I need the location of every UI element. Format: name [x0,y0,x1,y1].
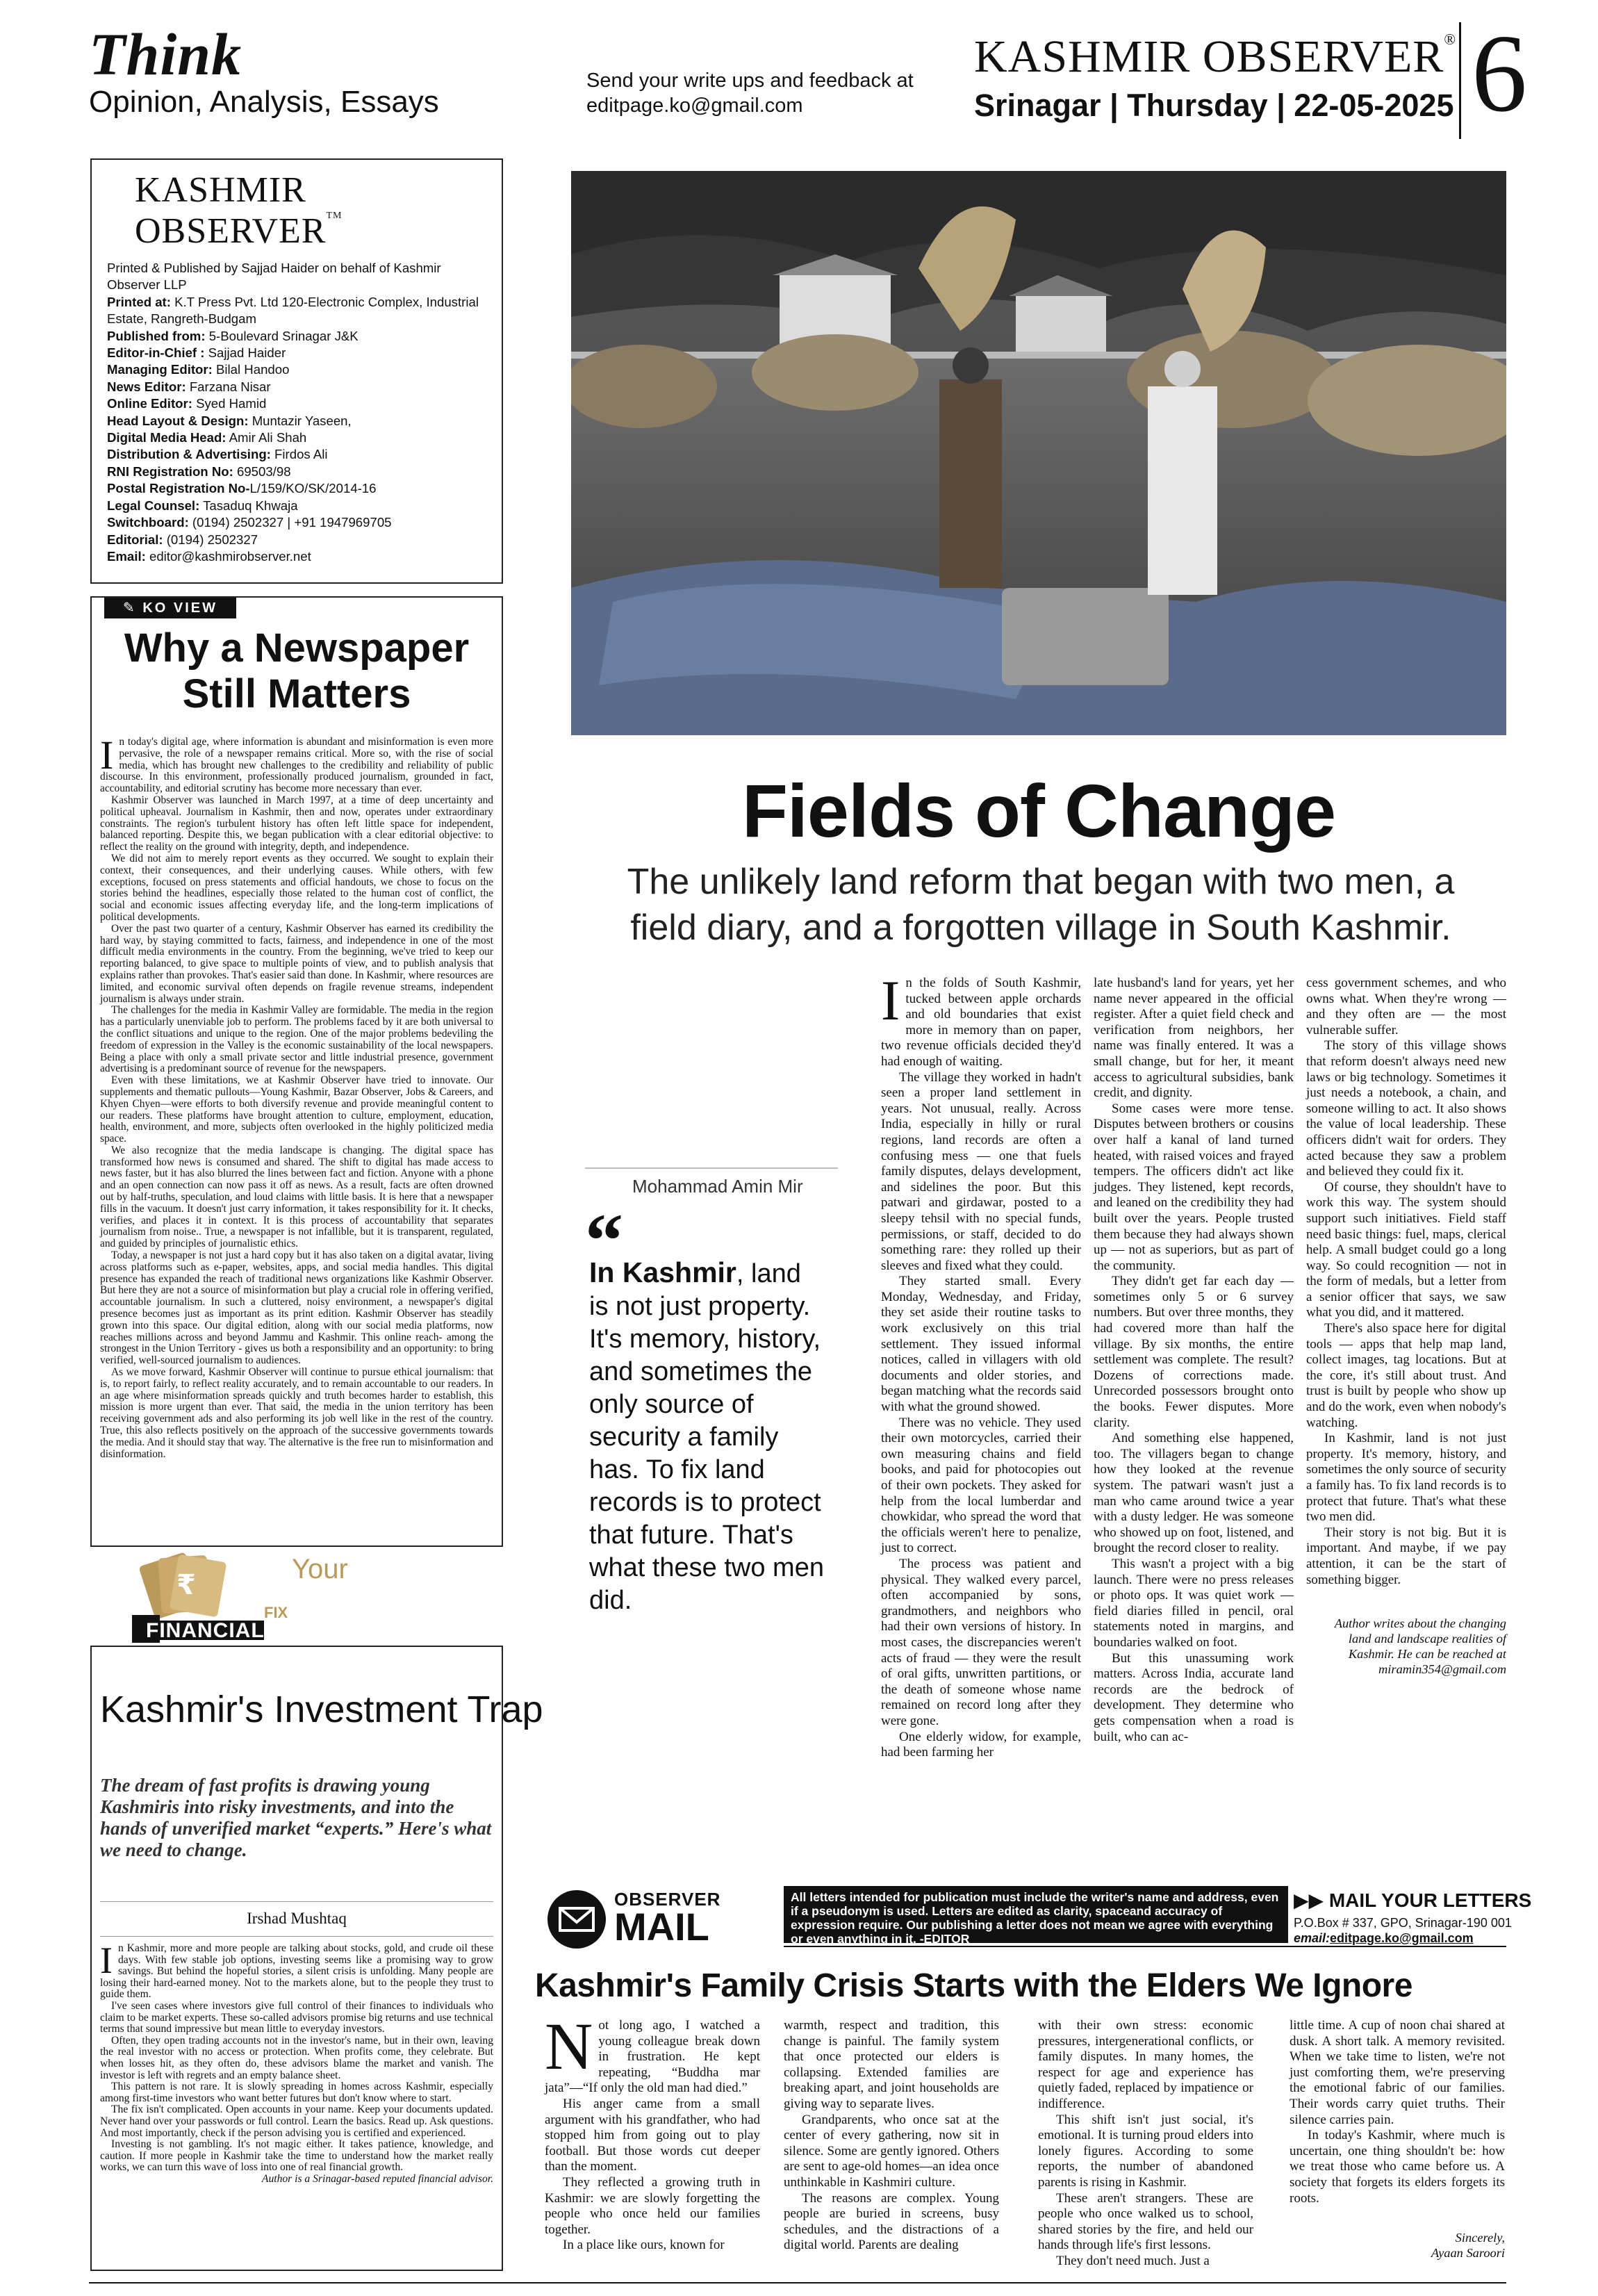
feature-paragraph: There's also space here for digital tools — apps that help map land, collect images, tag locations. But at the core, it's still about trust. And trust is built by people who show up and do the work, even when nobody's watching. [1306,1321,1506,1430]
imprint-row: Published from: 5-Boulevard Srinagar J&K [107,328,359,343]
feature-paragraph: cess government schemes, and who owns what. When they're wrong — and they often are — the most vulnerable suffer. [1306,976,1506,1038]
your-financial-fix-logo [118,1551,354,1648]
investment-endnote: Author is a Srinagar-based reputed financial advisor. [261,2172,493,2185]
feature-column-1 [881,969,1081,1761]
page-number: 6 [1472,11,1527,135]
section-title: Think [89,21,242,88]
investment-paragraph: I've seen cases where investors give full control of their finances to individuals who claim to be market experts. These so-called advisors promise big returns and use technical terms that sound impressive but mean little to everyday investors. [100,1999,493,2035]
imprint-row: Editor-in-Chief : Sajjad Haider [107,345,286,361]
imprint-row: Postal Registration No-L/159/KO/SK/2014-16 [107,481,377,496]
imprint-logo: KASHMIR OBSERVER™ [135,170,343,251]
feature-byline: Mohammad Amin Mir [632,1176,803,1197]
dropcap: I [100,732,114,778]
header-divider [1459,22,1461,139]
letter-paragraph: They reflected a growing truth in Kashmir: we are slowly forgetting the people who once held our families together. [545,2174,760,2237]
letter-headline: Kashmir's Family Crisis Starts with the Elders We Ignore [535,1967,1412,2004]
ko-view-paragraph: Even with these limitations, we at Kashmir Observer have tried to innovate. Our supplements and thematic pullouts—Young Kashmir, Bazar Observer, Jobs & Careers, and Khyen Chyen—were efforts to both diversify revenue and provide meaningful content to our readers. These platforms have brought attention to culture, employment, education, health, environment, and more, subjects often overlooked in the highly politicized media space. [100,1074,493,1145]
pen-icon: ✎ [123,600,143,616]
byline-rule [100,1936,493,1937]
ko-view-paragraph: As we move forward, Kashmir Observer will continue to pursue ethical journalism: that is, to report fairly, to reflect reality accurately, and to remain accountable to our readers. In an age where misinformation spreads quickly and truth becomes harder to establish, this mission is more urgent than ever. That said, the media in the union territory has been receiving government ads and also performing its job well like in the rest of the country. True, this also reflects positively on the approach of the successive governments towards the media. And it should stay that way. The alternative is the free run to misinformation and disinformation. [100,1366,493,1460]
mail-label: MAIL [614,1905,709,1949]
imprint-row: Digital Media Head: Amir Ali Shah [107,430,307,445]
imprint-lines [107,260,486,565]
investment-paragraph: This pattern is not rare. It is slowly spreading in homes across Kashmir, especially among first-time investors who want better futures but don't know where to start. [100,2081,493,2104]
pull-quote: In Kashmir, land is not just property. It's memory, history, and sometimes the only source of security a family has. To fix land records is to protect that future. That's what these two men did. [589,1256,824,1615]
feature-headline: Fields of Change [741,769,1336,853]
letter-paragraph: The reasons are complex. Young people are buried in screens, busy schedules, and the distractions of a digital world. Parents are dealing [784,2190,999,2253]
imprint-row: Distribution & Advertising: Firdos Ali [107,447,328,462]
ko-view-paragraph: Over the past two quarter of a century, Kashmir Observer has earned its credibility the hard way, by staying committed to facts, fairness, and independence in one of the most difficult media environments in the country. From the beginning, we've tried to keep our reporting balanced, to give space to multiple points of view, and to publish analysis that explains rather than provokes. That's easier said than done. In Kashmir, where resources are limited, and economic survival often depends on fragile revenue streams, independent journalism is always under strain. [100,922,493,1005]
investment-paragraph: The fix isn't complicated. Open accounts in your name. Keep your documents updated. Never hand over your passwords or full control. Learn the basics. Read up. Ask questions. And most importantly, check if the person advising you is certified and experienced. [100,2104,493,2139]
mail-notice: All letters intended for publication must include the writer's name and address, even if a pseudonym is used. Letters are edited as clarity, spaceand accuracy of expression require. Our publishing a letter does not mean we agree with everything or even anything in it. -EDITOR [784,1886,1288,1943]
ko-view-paragraph: We also recognize that the media landscape is changing. The digital space has transformed how news is consumed and shared. The shift to digital has made access to news faster, but it has also blurred the lines between fact and fiction. Anyone with a phone and an open connection can now pass it off as news. As a result, facts are often drowned out by half-truths, speculation, and loud claims with little basis. It is here that a newspaper fills in the vacuum. It doesn't just carry information, it takes responsibility for it. It checks, verifies, and places it in context. It is this process of accountability that separates journalism from noise.. True, a newspaper is not infallible, but it is transparent, regulated, and guided by principles of journalistic ethics. [100,1144,493,1250]
letter-paragraph: warmth, respect and tradition, this change is painful. The family system that once protected our elders is collapsing. Extended families are breaking apart, and joint households are giving way to separate lives. [784,2018,999,2111]
letter-column-2 [784,2018,999,2254]
mail-email[interactable]: email:editpage.ko@gmail.com [1294,1931,1474,1945]
letter-column-3 [1038,2018,1253,2270]
section-subtitle: Opinion, Analysis, Essays [89,85,439,119]
investment-paragraph: Often, they open trading accounts not in the investor's name, but in their own, leaving the real investor with no access or protection. When profits come, they celebrate. But when losses hit, as they often do, these advisors blame the market and vanish. The investor is left with regrets and an empty balance sheet. [100,2034,493,2081]
svg-text:₹: ₹ [176,1569,196,1601]
imprint-row: News Editor: Farzana Nisar [107,379,271,394]
letter-paragraph: Not long ago, I watched a young colleague break down in frustration. He kept repeating, “Buddha mar jata”—“If only the old man had died.” [545,2009,760,2096]
feature-paragraph: And something else happened, too. The villagers began to change how they looked at the revenue system. The patwari wasn't just a man who came around twice a year with a dusty ledger. He was someone who showed up on foot, listened, and brought the record closer to reality. [1094,1431,1294,1556]
feature-paragraph: The story of this village shows that reform doesn't always need new laws or big technology. Sometimes it just needs a notebook, a chain, and someone willing to act. It also shows the value of local leadership. These officers didn't wait for orders. They acted because they saw a problem and believed they could fix it. [1306,1038,1506,1179]
imprint-row: Online Editor: Syed Hamid [107,396,267,411]
quote-icon: “ [585,1198,623,1283]
letter-paragraph: little time. A cup of noon chai shared at dusk. A short talk. A memory revisited. When we take time to listen, we're not just comforting them, we're preserving the emotional fabric of our families. Their words carry quiet truths. Their silence carries pain. [1290,2018,1505,2127]
letter-column-1 [545,2009,760,2254]
investment-body [100,1940,493,2185]
feature-paragraph: The village they worked in hadn't seen a proper land settlement in years. Not unusual, really. Across India, especially in hilly or rural regions, land records are often a confusing mess — one that fuels family disputes, delays development, and sidelines the poor. But this patwari and girdawar, posted to a sleepy tehsil with no special funds, permissions, or staff, decided to do something rare: they rolled up their sleeves and fixed what they could. [881,1069,1081,1273]
dropcap: I [881,969,900,1032]
letter-paragraph: His anger came from a small argument with his grandfather, who had stopped him from going out to play football. But those words cut deeper than the moment. [545,2096,760,2174]
fix-label: FIX [264,1604,288,1621]
dateline: Srinagar | Thursday | 22-05-2025 [974,88,1454,123]
ko-view-paragraph: In today's digital age, where information is abundant and misinformation is even more pervasive, the role of a newspaper remains critical. More so, with the rise of social media, which has brought new challenges to the credibility and reliability of public discourse. In this environment, professionally produced journalism, grounded in fact, accountability, and editorial scrutiny has become more necessary than ever. [100,732,493,795]
mail-postbox: P.O.Box # 337, GPO, Srinagar-190 001 [1294,1916,1512,1930]
feature-paragraph: They didn't get far each day — sometimes only 5 or 6 survey numbers. But over three months, they had covered more than half the village. By six months, the entire settlement was complete. The result? Dozens of corrections made. Unrecorded possessors brought onto the books. Fewer disputes. More clarity. [1094,1274,1294,1430]
investment-headline: Kashmir's Investment Trap [100,1689,543,1730]
feature-paragraph: In Kashmir, land is not just property. It's memory, history, and sometimes the only source of security a family has. To fix land records is to protect that future. That's what these two men did. [1306,1431,1506,1525]
letter-signoff: Sincerely, [1455,2231,1505,2245]
author-note: Author writes about the changing land and landscape realities of Kashmir. He can be reached at miramin354@gmail.com [1334,1616,1506,1677]
ko-view-paragraph: Kashmir Observer was launched in March 1997, at a time of deep uncertainty and political upheaval. Journalism in Kashmir, then and now, operates under extraordinary constraints. The region's turbulent history has often left little space for independent, balanced reporting. Despite this, we began publication with a clear editorial objective: to reflect the reality on the ground with integrity, depth, and independence. [100,794,493,853]
dropcap: N [545,2009,593,2083]
feature-paragraph: Of course, they shouldn't have to work this way. The system should support such initiatives. Field staff need basic things: fuel, maps, clerical help. A small budget could go a long way. So could recognition — not in the form of medals, but a letter from a senior officer that says, we saw what you did, and it mattered. [1306,1179,1506,1320]
imprint-row: RNI Registration No: 69503/98 [107,464,291,479]
imprint-row: Printed at: K.T Press Pvt. Ltd 120-Electronic Complex, Industrial Estate, Rangreth-Budgam [107,294,479,327]
your-label: Your [292,1554,348,1584]
imprint-row: Managing Editor: Bilal Handoo [107,362,290,377]
ko-view-paragraph: We did not aim to merely report events as they occurred. We sought to explain their context, their consequences, and their underlying causes. While others, with few exceptions, focused on press statements and official handouts, we chose to focus on the stories behind the headlines, especially those related to the human cost of conflict, the social and economic issues affecting everyday life, and the long-term implications of political developments. [100,852,493,923]
masthead-brand: KASHMIR OBSERVER® [974,31,1457,82]
feature-paragraph: late husband's land for years, yet her name never appeared in the official register. After a quiet field check and verification from neighbors, her name was finally entered. It was a small change, but for her, it meant access to agricultural subsidies, bank credit, and dignity. [1094,976,1294,1101]
mail-observer-label: OBSERVER [614,1889,721,1910]
page-bottom-rule [89,2282,1506,2283]
mail-rule [784,1946,1506,1947]
letter-column-4 [1290,2018,1505,2261]
letter-signature: Ayaan Saroori [1431,2246,1505,2261]
ko-view-paragraph: Today, a newspaper is not just a hard copy but it has also taken on a digital avatar, living across platforms such as e-paper, websites, apps, and social media handles. This digital presence has expanded the reach of traditional news organizations like Kashmir Observer. But here they are not a source of misinformation but play a crucial role in offering verified, accountable journalism. In such a cluttered, noisy environment, a newspaper's digital presence becomes just as important as its print edition. Kashmir Observer has steadily grown into this space. Our digital edition, along with our social media platforms, now reaches millions across and beyond Jammu and Kashmir. This online reach- among the strongest in the Union Territory - gives us both a responsibility and an opportunity: to bring verified, well-sourced journalism to audiences. [100,1249,493,1367]
letter-paragraph: In today's Kashmir, where much is uncertain, one thing shouldn't be: how we treat those who came before us. A society that forgets its elders forgets its roots. [1290,2128,1505,2206]
ko-view-tag: ✎ KO VIEW [104,598,236,618]
arrow-icon: ▶▶ [1294,1889,1329,1911]
imprint-row: Email: editor@kashmirobserver.net [107,548,311,564]
feature-paragraph: In the folds of South Kashmir, tucked between apple orchards and old boundaries that exist more in memory than on paper, two revenue officials decided they'd had enough of waiting. [881,969,1081,1069]
ko-view-paragraph: The challenges for the media in Kashmir Valley are formidable. The media in the region has a particularly unenviable job to perform. The problems faced by it are both universal to the conflict situations and unique to the region. One of the major problems bedeviling the freedom of expression in the Valley is the economic sustainability of the local newspapers. Being a place with only a small private sector and little industrial presence, government advertising is a predominant source of revenue for the newspapers. [100,1004,493,1075]
feature-paragraph: Their story is not big. But it is important. And maybe, if we pay attention, it can be the start of something bigger. [1306,1525,1506,1587]
mail-your-letters: ▶▶ MAIL YOUR LETTERS [1294,1889,1532,1911]
mail-address [1294,1915,1512,1946]
imprint-publisher: Printed & Published by Sajjad Haider on behalf of Kashmir Observer LLP [107,261,441,293]
imprint-box [90,158,503,584]
letter-paragraph: In a place like ours, known for [563,2238,725,2253]
feature-subheadline: The unlikely land reform that began with two men, a field diary, and a forgotten village in South Kashmir. [627,862,1455,948]
feature-paragraph: The process was patient and physical. They walked every parcel, often accompanied by sons, grandmothers, and neighbors who had their own versions of history. In most cases, the discrepancies weren't acts of fraud — they were the result of oral gifts, unwritten partitions, or the death of someone whose name remained on record long after they were gone. [881,1556,1081,1728]
imprint-row: Editorial: (0194) 2502327 [107,532,258,547]
letter-paragraph: Grandparents, who once sat at the center of every gathering, now sit in silence. Some are gently ignored. Others are sent to age-old homes—an idea once unthinkable in Kashmiri culture. [784,2112,999,2190]
letter-paragraph: This shift isn't just social, it's emotional. It is turning proud elders into lonely figures. According to some reports, the number of abandoned parents is rising in Kashmir. [1038,2112,1253,2190]
letter-paragraph: with their own stress: economic pressures, intergenerational conflicts, or family disputes. In many homes, the respect for age and experience has quietly faded, replaced by impatience or indifference. [1038,2018,1253,2111]
imprint-row: Legal Counsel: Tasaduq Khwaja [107,498,298,513]
feature-paragraph: One elderly widow, for example, had been farming her [881,1729,1081,1760]
investment-paragraph: In Kashmir, more and more people are talking about stocks, gold, and crude oil these days. With few stable job options, investing seems like a promising way to grow savings. But behind the hopeful stories, a silent crisis is unfolding. Many people are losing their hard-earned money. Not to the markets alone, but to the people they trust to guide them. [100,1940,493,2001]
byline-rule [585,1167,838,1169]
feature-column-3 [1306,976,1506,1677]
feature-paragraph: They started small. Every Monday, Wednesday, and Friday, they set aside their routine tasks to work exclusively on this trial settlement. They issued informal notices, called in villagers with old documents and older stories, and began matching what the records said with what the ground showed. [881,1274,1081,1415]
ko-view-body [100,732,493,1460]
feedback-note: Send your write ups and feedback at editpage.ko@gmail.com [586,69,914,117]
investment-paragraph: Investing is not gambling. It's not magic either. It takes patience, knowledge, and caution. If more people in Kashmir take the time to understand how the market really works, we can turn this wave of loss into one of real financial growth. [100,2138,493,2174]
ko-view-headline: Why a Newspaper Still Matters [124,625,470,716]
investment-lead: The dream of fast profits is drawing young Kashmiris into risky investments, and into the hands of unverified market “experts.” Here's what we need to change. [100,1775,492,1860]
dropcap: I [100,1940,113,1981]
letter-paragraph: These aren't strangers. These are people who once walked us to school, shared stories by the fire, and held our hands through life's first lessons. [1038,2190,1253,2253]
feature-paragraph: This wasn't a project with a big launch. There were no press releases or photo ops. It was quiet work — field diaries filled in pencil, oral statements noted in margins, and boundaries walked on foot. [1094,1556,1294,1650]
feature-paragraph: Some cases were more tense. Disputes between brothers or cousins over half a kanal of land turned heated, with raised voices and frayed tempers. The officers didn't act like judges. They listened, kept records, and leaned on the credibility they had built over the years. People trusted them because they had always shown up — not as superiors, but as part of the community. [1094,1101,1294,1273]
financial-label: FINANCIAL [146,1619,265,1642]
mail-envelope-icon [547,1890,606,1949]
feature-column-2 [1094,976,1294,1745]
byline-rule [100,1901,493,1902]
feature-paragraph: There was no vehicle. They used their own motorcycles, carried their own measuring chains and field books, and paid for photocopies out of their own pockets. They asked for help from the local lumberdar and chowkidar, who spread the word that the officials weren't here to penalize, just to correct. [881,1415,1081,1556]
feature-paragraph: But this unassuming work matters. Across India, accurate land records are the bedrock of development. They determine who gets compensation when a road is built, who can ac- [1094,1650,1294,1744]
imprint-row: Switchboard: (0194) 2502327 | +91 1947969705 [107,515,392,530]
investment-byline: Irshad Mushtaq [247,1910,347,1927]
feature-photo [571,171,1506,735]
letter-paragraph: They don't need much. Just a [1056,2253,1210,2268]
imprint-row: Head Layout & Design: Muntazir Yaseen, [107,413,352,428]
